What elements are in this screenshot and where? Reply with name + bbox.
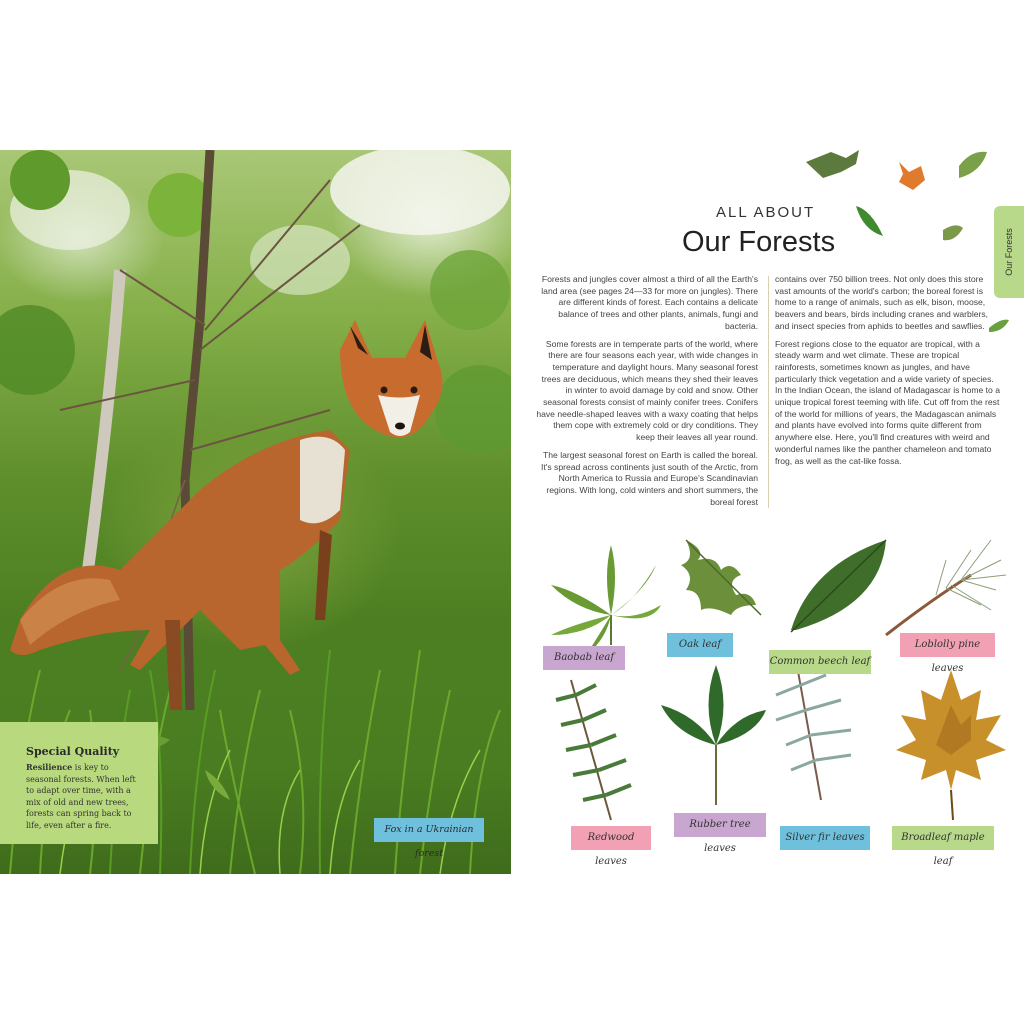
silver-fir-leaves-label: Silver fir leaves xyxy=(780,826,870,850)
baobab-leaf-label: Baobab leaf xyxy=(543,646,625,670)
leaf-1-icon xyxy=(806,150,859,178)
paragraph: contains over 750 billion trees. Not only does this store vast amounts of the world's carbon; the boreal forest is home to a range of animals, such as elk, bison, moose, beavers and bears, birds including cranes and warblers, and insect species from aphids to beetles and sawflies. xyxy=(775,274,989,331)
loblolly-pine-leaves-label: Loblolly pine leaves xyxy=(900,633,995,657)
redwood-leaves-label: Redwood leaves xyxy=(571,826,651,850)
redwood-leaves-icon xyxy=(556,680,631,820)
book-spread xyxy=(0,150,1024,874)
leaf-gallery xyxy=(511,520,1024,850)
silver-fir-leaves-icon xyxy=(776,660,851,800)
special-quality-description: is key to seasonal forests. When left to adapt over time, with a mix of old and new trees, forests can spring back to life, even after a fire. xyxy=(26,763,136,830)
rubber-tree-leaves-label: Rubber tree leaves xyxy=(674,813,766,837)
fox-figure xyxy=(10,320,443,710)
leaf-4-icon xyxy=(856,206,883,236)
text-page xyxy=(511,150,1024,874)
photo-caption: Fox in a Ukrainian forest xyxy=(374,818,484,842)
paragraph: The largest seasonal forest on Earth is called the boreal. It's spread across continents just south of the Arctic, from North America to Russia and Europe's Scandinavian regions. With long, cold winters and short summers, the boreal forest xyxy=(540,449,758,507)
column-divider xyxy=(768,276,769,508)
chapter-tab-label: Our Forests xyxy=(1004,228,1014,276)
paragraph: Forest regions close to the equator are tropical, with a steady warm and wet climate. These are tropical rainforests, sometimes known as jungles, and have particularly thick vegetation and a wide variety of species. In the Indian Ocean, the island of Madagascar is home to a unique tropical forest teeming with life. Cut off from the rest of the world for millions of years, the Madagascan animals and plants have evolved into forms quite different from anywhere else. Here, you'll find creatures with weird and wonderful names like the panther chameleon and tomato frog, as well as the cat-like fossa. xyxy=(775,338,1001,466)
leaf-2-icon xyxy=(899,162,925,190)
fox-photo xyxy=(0,150,511,874)
rubber-tree-leaves-icon xyxy=(661,665,766,805)
oak-leaf-icon xyxy=(681,540,761,615)
paragraph: Some forests are in temperate parts of the world, where there are four seasons each year, with wide changes in temperature and daylight hours. Many seasonal forest trees are deciduous, which means they shed their leaves in winter to avoid damage by cold and snow. Other seasonal forests consist of mainly conifer trees. Conifers have needle-shaped leaves with a waxy coating that helps them cope with extremely cold or dry conditions. They keep their leaves all year round. xyxy=(536,338,758,443)
baobab-leaf-icon xyxy=(551,545,661,655)
special-quality-keyword: Resilience xyxy=(26,762,73,772)
broadleaf-maple-leaf-icon xyxy=(896,670,1006,820)
section-kicker: ALL ABOUT xyxy=(716,204,816,221)
common-beech-leaf-icon xyxy=(791,540,886,632)
broadleaf-maple-leaf-label: Broadleaf maple leaf xyxy=(892,826,994,850)
loblolly-pine-leaves-icon xyxy=(886,540,1006,635)
common-beech-leaf-label: Common beech leaf xyxy=(769,650,871,674)
paragraph: Forests and jungles cover almost a third of all the Earth's land area (see pages 24—33 for more on jungles). There are different kinds of forest. Each contains a delicate balance of trees and other plants, animals, fungi and bacteria. xyxy=(541,274,758,331)
special-quality-box xyxy=(0,722,158,844)
oak-leaf-label: Oak leaf xyxy=(667,633,733,657)
leaf-3-icon xyxy=(959,152,987,178)
page-title: Our Forests xyxy=(682,226,836,258)
special-quality-title: Special Quality xyxy=(26,745,120,758)
leaf-5-icon xyxy=(943,225,963,240)
text-column-right xyxy=(775,274,1000,473)
special-quality-text xyxy=(26,762,146,831)
text-column-left xyxy=(533,274,758,514)
